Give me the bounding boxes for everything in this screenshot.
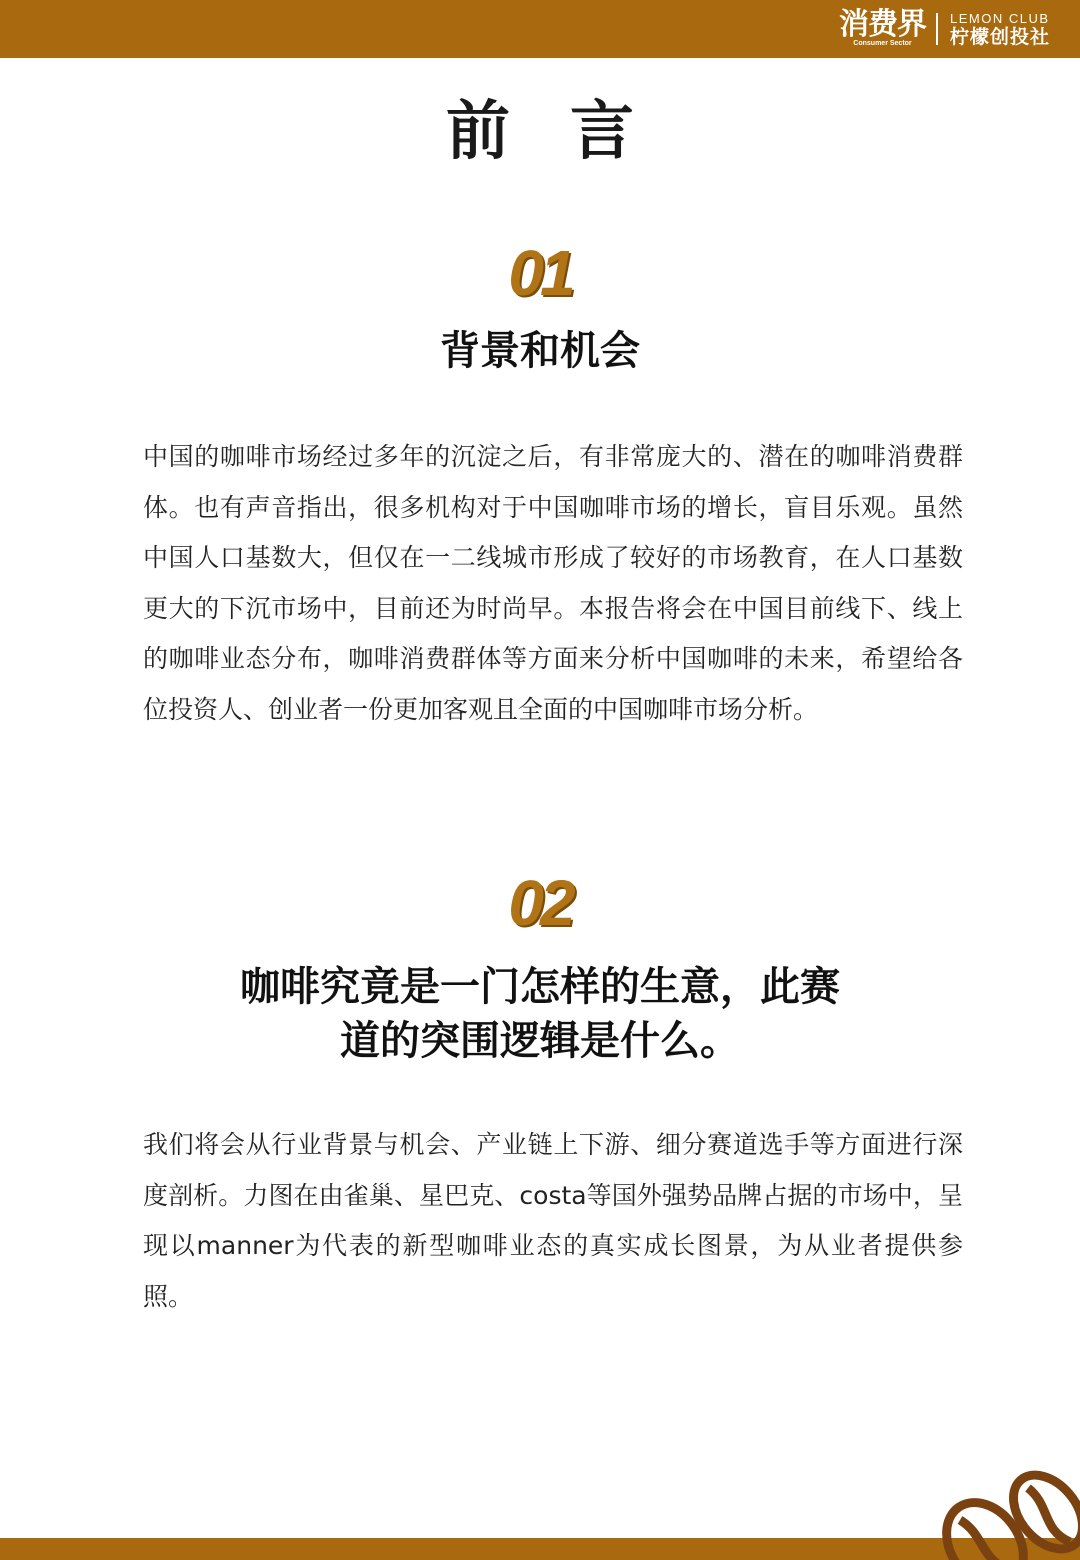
logo-cn-text: 消费界 [838,7,926,42]
section-number-01: 01 [508,237,572,309]
section-body-02: 我们将会从行业背景与机会、产业链上下游、细分赛道选手等方面进行深度剖析。力图在由雀巢、星巴克、costa等国外强势品牌占据的市场中，呈现以manner为代表的新型咖啡业态的真实成长图景，为从业者提供参照。 [143,1130,963,1311]
top-bar [0,0,1080,58]
section-heading-line: 道的突围逻辑是什么。 [340,1018,740,1064]
coffee-beans-icon [930,1450,1080,1560]
bottom-bar [0,1538,1080,1560]
section-heading-02 [0,960,1080,1068]
lemon-club-logo [950,11,1050,48]
section-number-02: 02 [508,867,572,939]
section-heading-01 [0,324,1080,378]
logo-en-text: Consumer Sector [853,40,912,47]
brand-logo [839,6,1050,52]
page-title: 前言 [446,95,694,169]
consumer-sector-logo [838,7,926,48]
club-cn-text: 柠檬创投社 [949,25,1050,48]
logo-divider [936,13,938,45]
section-heading-line: 背景和机会 [440,328,640,374]
section-body-01: 中国的咖啡市场经过多年的沉淀之后，有非常庞大的、潜在的咖啡消费群体。也有声音指出，很多机构对于中国咖啡市场的增长，盲目乐观。虽然中国人口基数大，但仅在一二线城市形成了较好的市场教育，在人口基数更大的下沉市场中，目前还为时尚早。本报告将会在中国目前线下、线上的咖啡业态分布，咖啡消费群体等方面来分析中国咖啡的未来，希望给各位投资人、创业者一份更加客观且全面的中国咖啡市场分析。 [143,442,963,724]
section-heading-line: 咖啡究竟是一门怎样的生意，此赛 [240,964,840,1010]
club-en-text: LEMON CLUB [949,10,1050,26]
